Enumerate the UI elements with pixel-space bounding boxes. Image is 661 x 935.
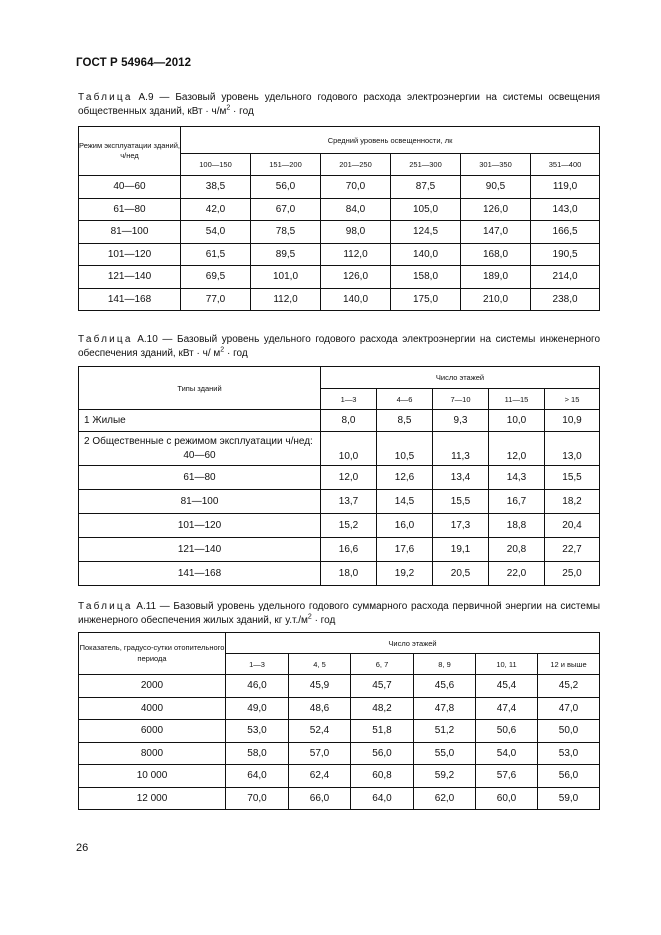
caption-label: Таблица bbox=[78, 601, 133, 612]
cell: 18,8 bbox=[489, 514, 545, 538]
cell: 84,0 bbox=[321, 198, 391, 221]
table-row bbox=[79, 742, 600, 765]
row-label: 81—100 bbox=[79, 490, 321, 514]
row-label: 101—120 bbox=[79, 514, 321, 538]
cell: 90,5 bbox=[461, 176, 531, 199]
cell: 61,5 bbox=[181, 243, 251, 266]
col-header-mode: Режим эксплуатации зданий, ч/нед bbox=[79, 127, 181, 176]
cell: 16,6 bbox=[321, 538, 377, 562]
cell: 45,9 bbox=[289, 675, 351, 698]
cell: 59,0 bbox=[538, 787, 600, 810]
group-header-illuminance: Средний уровень освещенности, лк bbox=[181, 127, 600, 154]
caption-end: · год bbox=[224, 347, 248, 359]
table-row bbox=[79, 288, 600, 311]
subheader: 201—250 bbox=[321, 154, 391, 176]
cell: 166,5 bbox=[531, 221, 600, 244]
cell: 14,3 bbox=[489, 466, 545, 490]
cell: 22,7 bbox=[545, 538, 600, 562]
cell: 8,0 bbox=[321, 410, 377, 432]
cell: 15,2 bbox=[321, 514, 377, 538]
cell: 17,6 bbox=[377, 538, 433, 562]
cell: 53,0 bbox=[226, 720, 289, 743]
cell: 101,0 bbox=[251, 266, 321, 289]
cell: 54,0 bbox=[181, 221, 251, 244]
cell: 17,3 bbox=[433, 514, 489, 538]
table-row bbox=[79, 514, 600, 538]
cell: 11,3 bbox=[433, 432, 489, 466]
cell: 48,2 bbox=[351, 697, 414, 720]
table-row bbox=[79, 787, 600, 810]
cell: 57,0 bbox=[289, 742, 351, 765]
cell: 10,0 bbox=[321, 432, 377, 466]
cell: 56,0 bbox=[251, 176, 321, 199]
subheader: 251—300 bbox=[391, 154, 461, 176]
cell: 55,0 bbox=[414, 742, 476, 765]
table-a11-caption bbox=[78, 600, 600, 627]
cell: 20,4 bbox=[545, 514, 600, 538]
cell: 45,2 bbox=[538, 675, 600, 698]
group-header-floors: Число этажей bbox=[226, 633, 600, 654]
cell: 12,6 bbox=[377, 466, 433, 490]
cell: 13,7 bbox=[321, 490, 377, 514]
subheader: 351—400 bbox=[531, 154, 600, 176]
cell: 168,0 bbox=[461, 243, 531, 266]
cell: 42,0 bbox=[181, 198, 251, 221]
table-row bbox=[79, 675, 600, 698]
row-label: 101—120 bbox=[79, 243, 181, 266]
subheader: 4, 5 bbox=[289, 654, 351, 675]
subheader: 8, 9 bbox=[414, 654, 476, 675]
cell: 50,0 bbox=[538, 720, 600, 743]
cell: 87,5 bbox=[391, 176, 461, 199]
cell: 147,0 bbox=[461, 221, 531, 244]
group-header-floors: Число этажей bbox=[321, 367, 600, 389]
cell: 70,0 bbox=[226, 787, 289, 810]
table-row bbox=[79, 562, 600, 586]
cell: 66,0 bbox=[289, 787, 351, 810]
cell: 175,0 bbox=[391, 288, 461, 311]
subheader: 11—15 bbox=[489, 389, 545, 410]
subheader: 151—200 bbox=[251, 154, 321, 176]
row-label: 4000 bbox=[79, 697, 226, 720]
cell: 52,4 bbox=[289, 720, 351, 743]
cell: 119,0 bbox=[531, 176, 600, 199]
subheader: 4—6 bbox=[377, 389, 433, 410]
cell: 15,5 bbox=[545, 466, 600, 490]
col-header-degree-days: Показатель, градусо-сутки отопительного периода bbox=[79, 633, 226, 675]
subheader: 7—10 bbox=[433, 389, 489, 410]
cell: 140,0 bbox=[391, 243, 461, 266]
caption-sup: 2 bbox=[226, 104, 231, 112]
caption-text: А.11 — Базовый уровень удельного годового суммарного расхода первичной энергии на системы инженерного обеспечения жилых зданий, кг у.т./м bbox=[78, 601, 601, 626]
cell: 56,0 bbox=[351, 742, 414, 765]
cell: 20,5 bbox=[433, 562, 489, 586]
cell: 15,5 bbox=[433, 490, 489, 514]
col-header-building-type: Типы зданий bbox=[79, 367, 321, 410]
cell: 124,5 bbox=[391, 221, 461, 244]
cell: 8,5 bbox=[377, 410, 433, 432]
cell: 45,7 bbox=[351, 675, 414, 698]
cell: 67,0 bbox=[251, 198, 321, 221]
cell: 238,0 bbox=[531, 288, 600, 311]
subheader: 1—3 bbox=[226, 654, 289, 675]
row-label: 61—80 bbox=[79, 466, 321, 490]
cell: 64,0 bbox=[226, 765, 289, 788]
public-buildings-label: 2 Общественные с режимом эксплуатации ч/нед: bbox=[84, 435, 313, 447]
cell: 48,6 bbox=[289, 697, 351, 720]
cell: 210,0 bbox=[461, 288, 531, 311]
cell: 18,0 bbox=[321, 562, 377, 586]
caption-sup: 2 bbox=[220, 346, 225, 354]
cell: 51,8 bbox=[351, 720, 414, 743]
cell: 45,4 bbox=[476, 675, 538, 698]
cell: 89,5 bbox=[251, 243, 321, 266]
row-label: 141—168 bbox=[79, 562, 321, 586]
cell: 158,0 bbox=[391, 266, 461, 289]
document-header: ГОСТ Р 54964—2012 bbox=[76, 57, 192, 69]
cell: 51,2 bbox=[414, 720, 476, 743]
row-label: 121—140 bbox=[79, 538, 321, 562]
row-label: 40—60 bbox=[79, 176, 181, 199]
table-row bbox=[79, 490, 600, 514]
cell: 58,0 bbox=[226, 742, 289, 765]
caption-text: А.10 — Базовый уровень удельного годового расхода электроэнергии на системы инженерного обеспечения зданий, кВт · ч/ м bbox=[78, 334, 600, 359]
cell: 9,3 bbox=[433, 410, 489, 432]
cell: 47,0 bbox=[538, 697, 600, 720]
cell: 140,0 bbox=[321, 288, 391, 311]
cell: 46,0 bbox=[226, 675, 289, 698]
subheader: 1—3 bbox=[321, 389, 377, 410]
caption-sup: 2 bbox=[307, 613, 312, 621]
cell: 112,0 bbox=[251, 288, 321, 311]
cell: 78,5 bbox=[251, 221, 321, 244]
table-a9-caption bbox=[78, 91, 600, 118]
cell: 143,0 bbox=[531, 198, 600, 221]
table-row bbox=[79, 765, 600, 788]
row-label: 8000 bbox=[79, 742, 226, 765]
cell: 10,5 bbox=[377, 432, 433, 466]
table-row bbox=[79, 176, 600, 199]
cell: 25,0 bbox=[545, 562, 600, 586]
cell: 47,4 bbox=[476, 697, 538, 720]
subheader: 12 и выше bbox=[538, 654, 600, 675]
cell: 12,0 bbox=[489, 432, 545, 466]
subheader: 10, 11 bbox=[476, 654, 538, 675]
table-row bbox=[79, 432, 600, 466]
row-label: 121—140 bbox=[79, 266, 181, 289]
table-row bbox=[79, 243, 600, 266]
caption-end: · год bbox=[311, 614, 336, 626]
cell: 214,0 bbox=[531, 266, 600, 289]
cell: 13,4 bbox=[433, 466, 489, 490]
caption-end: · год bbox=[230, 105, 254, 117]
cell: 19,1 bbox=[433, 538, 489, 562]
cell: 10,9 bbox=[545, 410, 600, 432]
row-label: 6000 bbox=[79, 720, 226, 743]
row-label: 1 Жилые bbox=[79, 410, 321, 432]
cell: 45,6 bbox=[414, 675, 476, 698]
cell: 126,0 bbox=[461, 198, 531, 221]
table-a10 bbox=[78, 366, 600, 586]
row-label: 61—80 bbox=[79, 198, 181, 221]
table-row bbox=[79, 410, 600, 432]
cell: 18,2 bbox=[545, 490, 600, 514]
cell: 10,0 bbox=[489, 410, 545, 432]
row-sublabel: 40—60 bbox=[183, 449, 216, 461]
page-number: 26 bbox=[76, 842, 89, 854]
cell: 105,0 bbox=[391, 198, 461, 221]
cell: 126,0 bbox=[321, 266, 391, 289]
caption-label: Таблица bbox=[78, 92, 133, 103]
cell: 49,0 bbox=[226, 697, 289, 720]
cell: 13,0 bbox=[545, 432, 600, 466]
table-row bbox=[79, 266, 600, 289]
cell: 56,0 bbox=[538, 765, 600, 788]
row-label: 12 000 bbox=[79, 787, 226, 810]
table-row bbox=[79, 198, 600, 221]
table-a11 bbox=[78, 632, 600, 810]
row-label: 81—100 bbox=[79, 221, 181, 244]
row-label: 10 000 bbox=[79, 765, 226, 788]
caption-label: Таблица bbox=[78, 334, 133, 345]
subheader: 100—150 bbox=[181, 154, 251, 176]
table-row bbox=[79, 538, 600, 562]
cell: 98,0 bbox=[321, 221, 391, 244]
cell: 64,0 bbox=[351, 787, 414, 810]
cell: 59,2 bbox=[414, 765, 476, 788]
table-a9 bbox=[78, 126, 600, 311]
cell: 47,8 bbox=[414, 697, 476, 720]
cell: 69,5 bbox=[181, 266, 251, 289]
cell: 57,6 bbox=[476, 765, 538, 788]
subheader: 6, 7 bbox=[351, 654, 414, 675]
cell: 38,5 bbox=[181, 176, 251, 199]
cell: 16,7 bbox=[489, 490, 545, 514]
cell: 60,8 bbox=[351, 765, 414, 788]
cell: 62,0 bbox=[414, 787, 476, 810]
cell: 19,2 bbox=[377, 562, 433, 586]
subheader: > 15 bbox=[545, 389, 600, 410]
cell: 53,0 bbox=[538, 742, 600, 765]
table-row bbox=[79, 466, 600, 490]
cell: 12,0 bbox=[321, 466, 377, 490]
cell: 70,0 bbox=[321, 176, 391, 199]
cell: 14,5 bbox=[377, 490, 433, 514]
table-row bbox=[79, 221, 600, 244]
row-label bbox=[79, 432, 321, 466]
caption-text: А.9 — Базовый уровень удельного годового расхода электроэнергии на системы освещения общественных зданий, кВт · ч/м bbox=[78, 92, 600, 117]
cell: 20,8 bbox=[489, 538, 545, 562]
subheader: 301—350 bbox=[461, 154, 531, 176]
cell: 16,0 bbox=[377, 514, 433, 538]
cell: 112,0 bbox=[321, 243, 391, 266]
cell: 54,0 bbox=[476, 742, 538, 765]
row-label: 2000 bbox=[79, 675, 226, 698]
cell: 189,0 bbox=[461, 266, 531, 289]
table-row bbox=[79, 720, 600, 743]
cell: 77,0 bbox=[181, 288, 251, 311]
row-label: 141—168 bbox=[79, 288, 181, 311]
table-row bbox=[79, 697, 600, 720]
cell: 190,5 bbox=[531, 243, 600, 266]
cell: 62,4 bbox=[289, 765, 351, 788]
cell: 22,0 bbox=[489, 562, 545, 586]
table-a10-caption bbox=[78, 333, 600, 360]
cell: 60,0 bbox=[476, 787, 538, 810]
cell: 50,6 bbox=[476, 720, 538, 743]
